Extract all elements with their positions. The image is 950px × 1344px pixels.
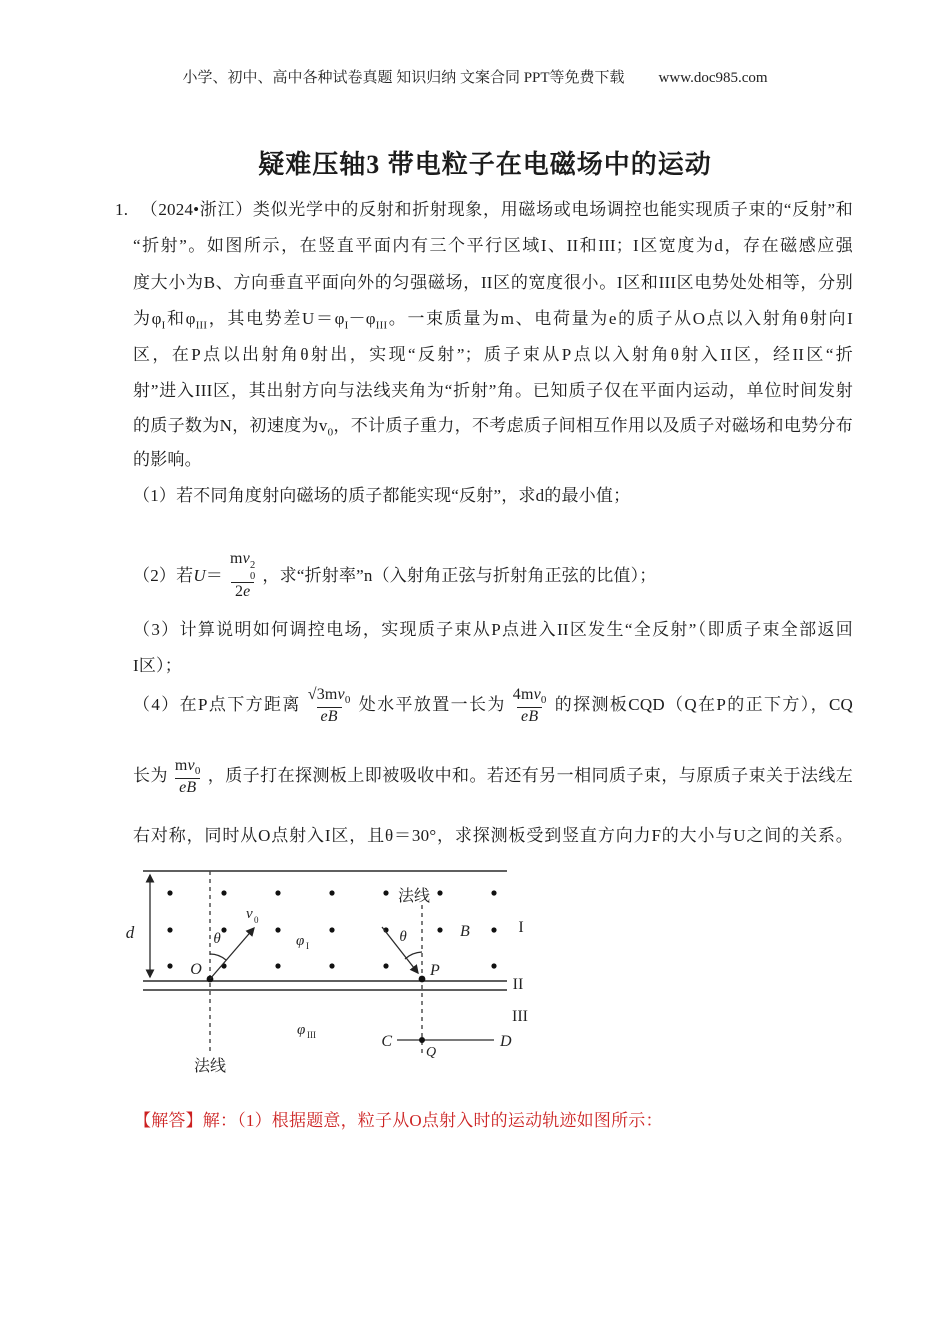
point-Q-label: Q [426,1045,437,1060]
question-1-line: （1）若不同角度射向磁场的质子都能实现“反射”，求d的最小值； [133,486,631,505]
phi3-label-sub: III [307,1030,316,1040]
point-P-label: P [430,962,440,979]
header-site-url: www.doc985.com [658,70,768,86]
region1-label: I [518,919,524,936]
theta-label-P: θ [399,929,407,945]
question-4-line: （4）在P点下方距离 $\frac{√3mv_0}{eB}$ 处水平放置一长为 $\frac{4mv_0}{eB}$ 的探测板CQD（Q在P的正下方），CQ [133,686,853,725]
problem-number: 1. [115,200,129,219]
point-D-label: D [500,1033,512,1050]
problem-line-2: “折射”。如图所示，在竖直平面内有三个平行区域I、II和III；I区宽度为d，存在磁感应强 [133,236,853,255]
phi3-label-base: φ [297,1022,306,1038]
field-dots [167,890,496,968]
question-4-line-2: 长为 $\frac{mv_0}{eB}$ ，质子打在探测板上即被吸收中和。若还有另一相同质子束，与原质子束关于法线左 [133,757,853,796]
problem-line-8: 的影响。 [133,450,202,469]
problem-line-1 [115,198,853,222]
point-C-label: C [381,1033,392,1050]
phi1-label-base: φ [296,933,305,949]
problem-line-1-text: （2024•浙江）类似光学中的反射和折射现象，用磁场或电场调控也能实现质子束的“反射”和 [140,200,853,219]
question-2-line: （2）若 U ＝ mv 2 0 2e ，求“折射率”n（入射角正弦与折射角正弦的比值）； [133,550,657,601]
page-title: 疑难压轴3 带电粒子在电磁场中的运动 [258,150,712,179]
phi1-label-sub: I [306,941,309,951]
normal-line-label-top: 法线 [398,888,431,905]
problem-line-3: 度大小为B、方向垂直平面向外的匀强磁场，II区的宽度很小。I区和III区电势处处相等，分别 [133,273,853,292]
width-d-label: d [125,923,135,942]
theta-label-O: θ [213,931,221,947]
header-promo-text: 小学、初中、高中各种试卷真题 知识归纳 文案合同 PPT等免费下载 [182,70,625,86]
theta-arc-O [210,954,226,960]
normal-line-label-bottom: 法线 [194,1058,227,1075]
question-3-line: （3）计算说明如何调控电场，实现质子束从P点进入II区发生“全反射”（即质子束全部返回 [133,620,853,639]
theta-arc-P [405,952,422,959]
problem-line-4: 为$\varphi_I$和$\varphi_{III}$，其电势差$U=\varphi_I-\varphi_{III}$。一束质量为m、电荷量为e的质子从O点以入射角θ射向I [133,309,853,332]
field-B-label: B [460,923,470,940]
physics-diagram [100,855,540,1085]
region3-label: III [512,1008,528,1025]
point-Q [419,1037,425,1043]
question-3-line-2: I区）； [133,656,182,675]
point-P [419,976,426,983]
page-header [0,66,950,87]
question-4-line-3: 右对称，同时从O点射入I区，且θ＝30°，求探测板受到竖直方向力F的大小与U之间的关系。 [133,826,853,845]
problem-line-5: 区，在P点以出射角θ射出，实现“反射”；质子束从P点以入射角θ射入II区，经II区“折 [133,345,853,364]
solution-line: 【解答】解：（1）根据题意，粒子从O点射入时的运动轨迹如图所示： [134,1111,663,1130]
v0-label-sub: 0 [254,915,259,925]
problem-line-6: 射”进入III区，其出射方向与法线夹角为“折射”角。已知质子仅在平面内运动，单位时间发射 [133,381,853,400]
region2-label: II [512,976,524,993]
v0-label-base: v [246,906,253,922]
point-O-label: O [190,961,202,978]
problem-line-7: 的质子数为N，初速度为$v_0$，不计质子重力，不考虑质子间相互作用以及质子对磁场和电势分布 [133,416,854,439]
